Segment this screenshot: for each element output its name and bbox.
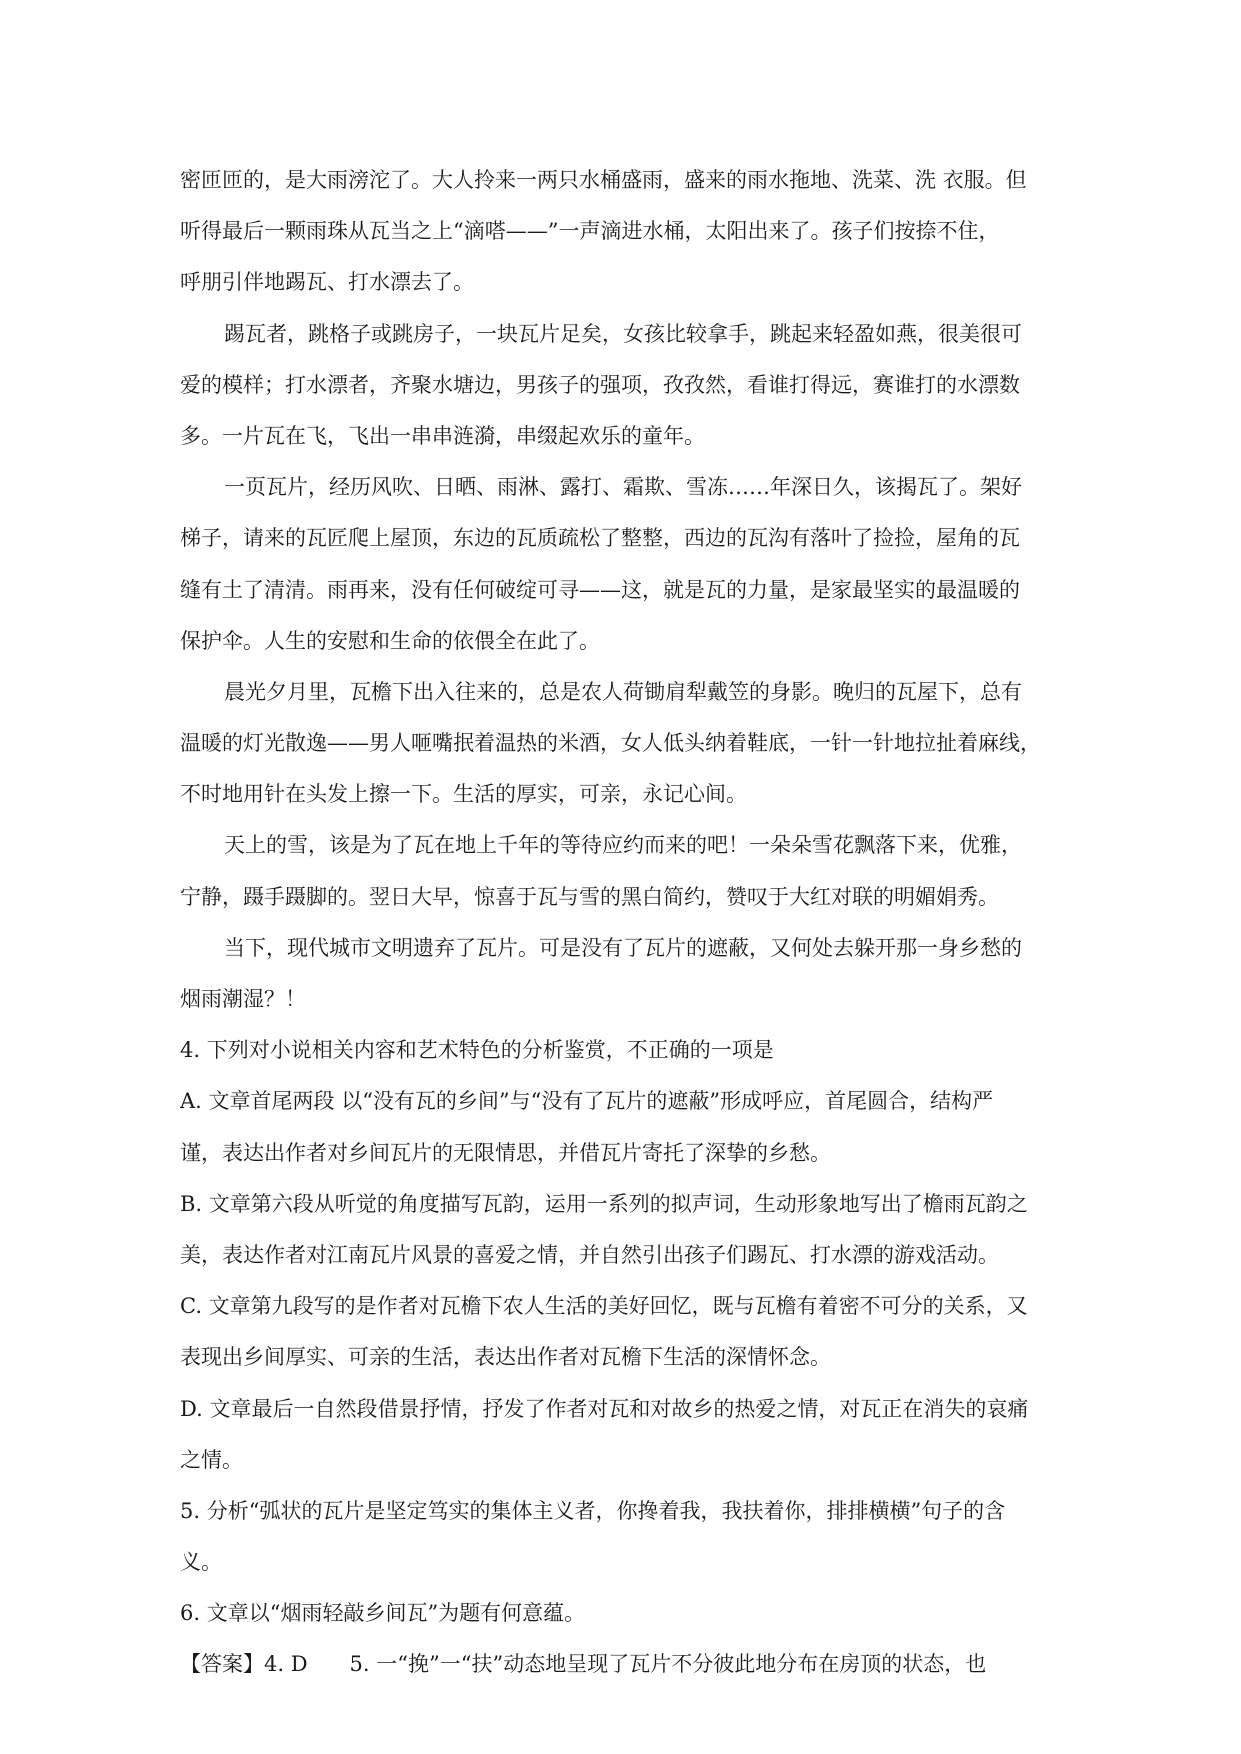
text-line: 天上的雪，该是为了瓦在地上千年的等待应约而来的吧！一朵朵雪花飘落下来，优雅， xyxy=(224,833,1022,858)
text-line: 晨光夕月里，瓦檐下出入往来的，总是农人荷锄肩犁戴笠的身影。晚归的瓦屋下，总有 xyxy=(224,679,1022,704)
text-line: 不时地用针在头发上擦一下。生活的厚实，可亲，永记心间。 xyxy=(180,782,747,807)
text-line: 宁静，蹑手蹑脚的。翌日大早，惊喜于瓦与雪的黑白简约，赞叹于大红对联的明媚娟秀。 xyxy=(180,884,999,909)
text-line: 爱的模样；打水漂者，齐聚水塘边，男孩子的强项，孜孜然，看谁打得远，赛谁打的水漂数 xyxy=(180,372,1020,397)
text-line: 多。一片瓦在飞，飞出一串串涟漪，串缀起欢乐的童年。 xyxy=(180,423,705,448)
text-line: 烟雨潮湿？！ xyxy=(180,987,306,1011)
text-line: C. 文章第九段写的是作者对瓦檐下农人生活的美好回忆，既与瓦檐有着密不可分的关系，又 xyxy=(180,1294,1028,1319)
text-line: 5. 分析“弧状的瓦片是坚定笃实的集体主义者，你搀着我，我扶着你，排排横横”句子的含 xyxy=(180,1498,1006,1523)
text-line: 【答案】4. D 5. 一“挽”一“扶”动态地呈现了瓦片不分彼此地分布在房顶的状态，也 xyxy=(180,1652,987,1677)
text-line: B. 文章第六段从听觉的角度描写瓦韵，运用一系列的拟声词，生动形象地写出了檐雨瓦韵之 xyxy=(180,1191,1028,1216)
text-line: 一页瓦片，经历风吹、日晒、雨淋、露打、霜欺、雪冻……年深日久，该揭瓦了。架好 xyxy=(224,475,1022,500)
text-line: 之情。 xyxy=(180,1447,243,1472)
text-line: 当下，现代城市文明遗弃了瓦片。可是没有了瓦片的遮蔽，又何处去躲开那一身乡愁的 xyxy=(224,935,1022,960)
text-line: 保护伞。人生的安慰和生命的依偎全在此了。 xyxy=(180,628,600,653)
text-line: 义。 xyxy=(180,1550,222,1575)
text-line: 踢瓦者，跳格子或跳房子，一块瓦片足矣，女孩比较拿手，跳起来轻盈如燕，很美很可 xyxy=(224,321,1022,346)
text-line: 温暖的灯光散逸——男人咂嘴抿着温热的米酒，女人低头纳着鞋底，一针一针地拉扯着麻线， xyxy=(180,731,1041,756)
text-line: 听得最后一颗雨珠从瓦当之上“滴嗒——”一声滴进水桶，太阳出来了。孩子们按捺不住， xyxy=(180,219,1000,244)
text-line: 呼朋引伴地踢瓦、打水漂去了。 xyxy=(180,270,474,295)
text-line: 密匝匝的，是大雨滂沱了。大人拎来一两只水桶盛雨，盛来的雨水拖地、洗菜、洗 衣服。但 xyxy=(180,168,1027,192)
text-line: 4. 下列对小说相关内容和艺术特色的分析鉴赏，不正确的一项是 xyxy=(180,1038,774,1063)
text-line: 缝有土了清清。雨再来，没有任何破绽可寻——这，就是瓦的力量，是家最坚实的最温暖的 xyxy=(180,577,1020,602)
text-line: 美，表达作者对江南瓦片风景的喜爱之情，并自然引出孩子们踢瓦、打水漂的游戏活动。 xyxy=(180,1242,999,1267)
document-page xyxy=(180,155,1065,1691)
text-line: 谨，表达出作者对乡间瓦片的无限情思，并借瓦片寄托了深挚的乡愁。 xyxy=(180,1140,831,1165)
text-line: 表现出乡间厚实、可亲的生活，表达出作者对瓦檐下生活的深情怀念。 xyxy=(180,1345,831,1370)
text-line: 6. 文章以“烟雨轻敲乡间瓦”为题有何意蕴。 xyxy=(180,1601,586,1626)
text-line: A. 文章首尾两段 以“没有瓦的乡间”与“没有了瓦片的遮蔽”形成呼应，首尾圆合，结构严 xyxy=(180,1089,994,1114)
text-line: 梯子，请来的瓦匠爬上屋顶，东边的瓦质疏松了整整，西边的瓦沟有落叶了捡捡，屋角的瓦 xyxy=(180,526,1020,551)
text-line: D. 文章最后一自然段借景抒情，抒发了作者对瓦和对故乡的热爱之情，对瓦正在消失的哀痛 xyxy=(180,1396,1029,1421)
